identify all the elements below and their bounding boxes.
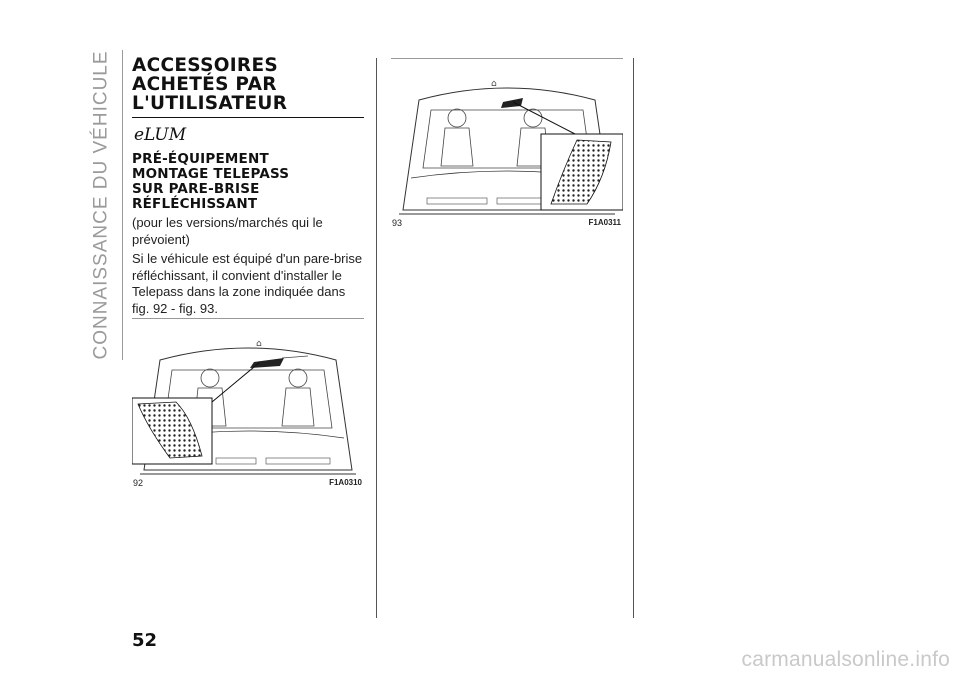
column-divider [633,58,634,618]
availability-note: (pour les versions/marchés qui le prévoient) [132,215,323,247]
figure-93 [391,58,623,230]
windshield-illustration [391,58,623,230]
instruction-paragraph: Si le véhicule est équipé d'un pare-brise réfléchissant, il convient d'installer le Telepass dans la zone indiquée dans fig. 92 - fig. 93. [132,251,363,316]
heading-rule [132,117,364,118]
main-text-column [132,56,364,320]
figure-number: 93 [392,218,403,228]
page-heading: ACCESSOIRES ACHETÉS PAR L'UTILISATEUR [132,55,288,114]
figure-92 [132,318,364,490]
page-number: 52 [132,630,158,651]
figure-number: 92 [133,478,144,488]
figure-code: F1A0310 [329,478,362,487]
section-title-vertical [82,50,122,360]
section-title-text: CONNAISSANCE DU VÉHICULE [91,50,112,360]
section-divider [122,50,123,360]
figure-code: F1A0311 [588,218,621,227]
column-divider [376,58,377,618]
section-subheading: PRÉ-ÉQUIPEMENT MONTAGE TELEPASS SUR PARE-BRISE RÉFLÉCHISSANT [132,151,290,212]
svg-text:⌂: ⌂ [256,339,262,349]
windshield-illustration [132,318,364,490]
watermark: carmanualsonline.info [741,648,950,671]
electrical-system-icon: eLUM [134,125,187,145]
svg-text:⌂: ⌂ [491,79,497,89]
